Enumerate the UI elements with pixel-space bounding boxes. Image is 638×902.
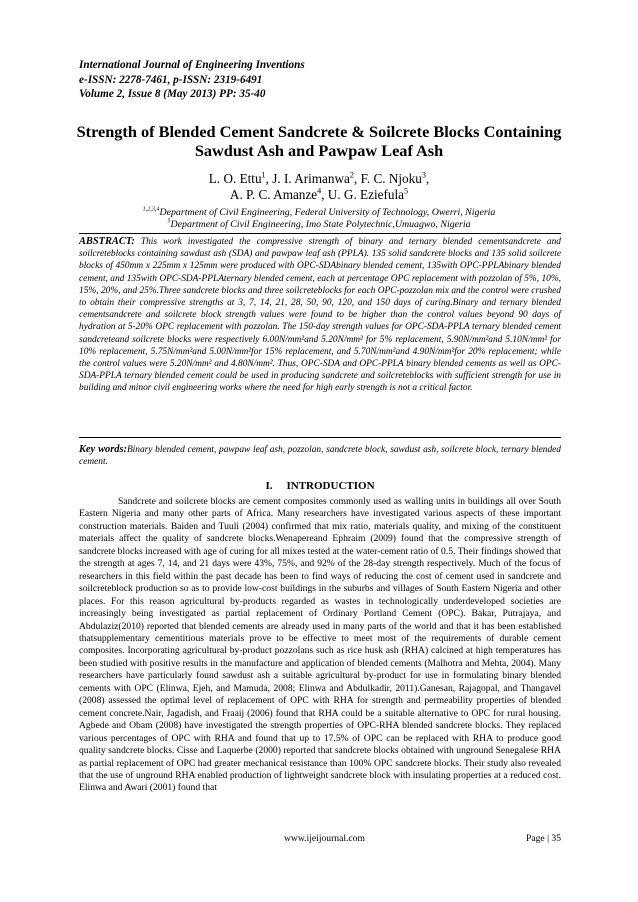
abstract-top-rule <box>79 233 561 234</box>
author-name: L. O. Ettu <box>208 171 262 186</box>
affiliation-sup: 1,2,3,4 <box>142 206 160 213</box>
affiliation-text: Department of Civil Engineering, Federal University of Technology, Owerri, Nigeria <box>159 207 496 218</box>
abstract-label: ABSTRACT: <box>79 236 135 247</box>
author-sup: 4 <box>317 186 322 196</box>
author-list <box>60 171 578 203</box>
affiliation-line <box>60 219 578 231</box>
author-sep: , <box>425 171 430 186</box>
author-sup: 1 <box>261 170 266 180</box>
abstract <box>79 236 561 395</box>
affiliation-text: Department of Civil Engineering, Imo State Polytechnic,Umuagwo, Nigeria <box>170 219 471 231</box>
keywords-label: Key words: <box>79 444 127 455</box>
footer-url[interactable]: www.ijeijournal.com <box>284 833 365 844</box>
body-text <box>79 496 561 795</box>
journal-issn: e-ISSN: 2278-7461, p-ISSN: 2319-6491 <box>79 73 263 86</box>
author-sep: , <box>265 171 273 186</box>
journal-header <box>79 58 305 102</box>
keywords <box>79 444 561 468</box>
section-heading <box>79 480 561 492</box>
author-sep: , <box>353 171 361 186</box>
journal-name: International Journal of Engineering Inventions <box>79 59 305 71</box>
paper-title: Strength of Blended Cement Sandcrete & Soilcrete Blocks Containing Sawdust Ash and Pawpaw Leaf Ash <box>76 122 562 160</box>
journal-volume: Volume 2, Issue 8 (May 2013) PP: 35-40 <box>79 88 266 100</box>
body-paragraph: Sandcrete and soilcrete blocks are cement composites commonly used as walling units in buildings all over South Eastern Nigeria and many other parts of Africa. Many researchers have investigated various aspects of these important construction materials. Baiden and Tuuli (2004) confirmed that mix ratio, materials quality, and mixing of the constituent materials affect the quality of sandcrete blocks.Wenapereand Ephraim (2009) found that the compressive strength of sandcrete blocks increased with age of curing for all mixes tested at the water-cement ratio of 0.5. Their findings showed that the strength at ages 7, 14, and 21 days were 43%, 75%, and 92% of the 28-day strength respectively. Much of the focus of researchers in this field within the past decade has been to find ways of reducing the cost of cement used in sandcrete and soilcreteblock production so as to provide low-cost buildings in the suburbs and villages of South Eastern Nigeria and other places. For this reason agricultural by-products regarded as wastes in technologically underdeveloped societies are increasingly being investigated as partial replacement of Ordinary Portland Cement (OPC). Bakar, Putrajaya, and Abdulaziz(2010) reported that blended cements are already used in many parts of the world and that it has been established thatsupplementary cementitious materials prove to be effective to meet most of the requirements of durable cement composites. Incorporating agricultural by-product pozzolans such as rice husk ash (RHA) calcined at high temperatures has been studied with positive results in the manufacture and application of blended cements (Malhotra and Mehta, 2004). Many researchers have particularly found sawdust ash a suitable agricultural by-product for use in formulating binary blended cements with OPC (Elinwa, Ejeh, and Mamuda, 2008; Elinwa and Abdulkadir, 2011).Ganesan, Rajagopal, and Thangavel (2008) assessed the optimal level of replacement of OPC with RHA for strength and permeability properties of blended cement concrete.Nair, Jagadish, and Fraaij (2006) found that RHA could be a suitable alternative to OPC for rural housing. Agbede and Obam (2008) have investigated the strength properties of OPC-RHA blended sandcrete blocks. They replaced various percentages of OPC with RHA and found that up to 17.5% of OPC can be replaced with RHA to produce good quality sandcrete blocks. Cisse and Laquerbe (2000) reported that sandcrete blocks obtained with unground Senegalese RHA as partial replacement of OPC had greater mechanical resistance than 100% OPC sandcrete blocks. Their study also revealed that the use of unground RHA enabled production of lightweight sandcrete block with insulating properties at a reduced cost. Elinwa and Awari (2001) found that <box>79 496 561 794</box>
author-sup: 5 <box>403 186 409 196</box>
author-sup: 2 <box>349 170 354 180</box>
abstract-text: This work investigated the compressive strength of binary and ternary blended cementsandcrete and soilcreteblocks containing sawdust ash (SDA) and pawpaw leaf ash (PPLA). 135 solid sandcrete blocks and 135 solid soilcrete blocks of 450mm x 225mm x 125mm were produced with OPC-SDAbinary blended cement, 135with OPC-PPLAbinary blended cement, and 135with OPC-SDA-PPLAternary blended cement, each at percentage OPC replacement with pozzolan of 5%, 10%, 15%, 20%, and 25%.Three sandcrete blocks and three soilcreteblocks for each OPC-pozzolan mix and the control were crushed to obtain their compressive strengths at 3, 7, 14, 21, 28, 50, 90, 120, and 150 days of curing.Binary and ternary blended cementsandcrete and soilcrete block strength values were found to be higher than the control values beyond 90 days of hydration at 5-20% OPC replacement with pozzolan. The 150-day strength values for OPC-SDA-PPLA ternary blended cement sandcreteand soilcrete blocks were respectively 6.00N/mm²and 5.20N/mm² for 5% replacement, 5.90N/mm²and 5.10N/mm² for 10% replacement, 5.75N/mm²and 5.00N/mm²for 15% replacement, and 5.70N/mm²and 4.90N/mm²for 20% replacement; while the control values were 5.20N/mm² and 4.80N/mm². Thus, OPC-SDA and OPC-PPLA binary blended cements as well as OPC-SDA-PPLA ternary blended cement could be used in producing sandcrete and soilcreteblocks with sufficient strength for use in building and minor civil engineering works where the need for high early strength is not a critical factor. <box>79 237 561 394</box>
author-name: U. G. Eziefula <box>327 186 404 202</box>
author-sup: 3 <box>421 170 426 180</box>
author-name: F. C. Njoku <box>360 171 422 186</box>
affiliation-line <box>60 207 578 219</box>
abstract-bottom-rule <box>79 437 561 438</box>
author-sep: , <box>321 186 328 202</box>
section-number: I. <box>265 480 273 492</box>
footer-page-number: Page | 35 <box>526 833 561 844</box>
author-name: A. P. C. Amanze <box>229 186 318 202</box>
author-name: J. I. Arimanwa <box>272 171 350 186</box>
keywords-text: Binary blended cement, pawpaw leaf ash, pozzolan, sandcrete block, sawdust ash, soilcrete block, ternary blended cement. <box>79 445 561 468</box>
section-title: INTRODUCTION <box>286 480 375 492</box>
author-line-2 <box>60 187 578 203</box>
affiliation-sup: 5 <box>167 218 171 225</box>
author-line-1 <box>60 171 578 187</box>
affiliations <box>60 207 578 231</box>
